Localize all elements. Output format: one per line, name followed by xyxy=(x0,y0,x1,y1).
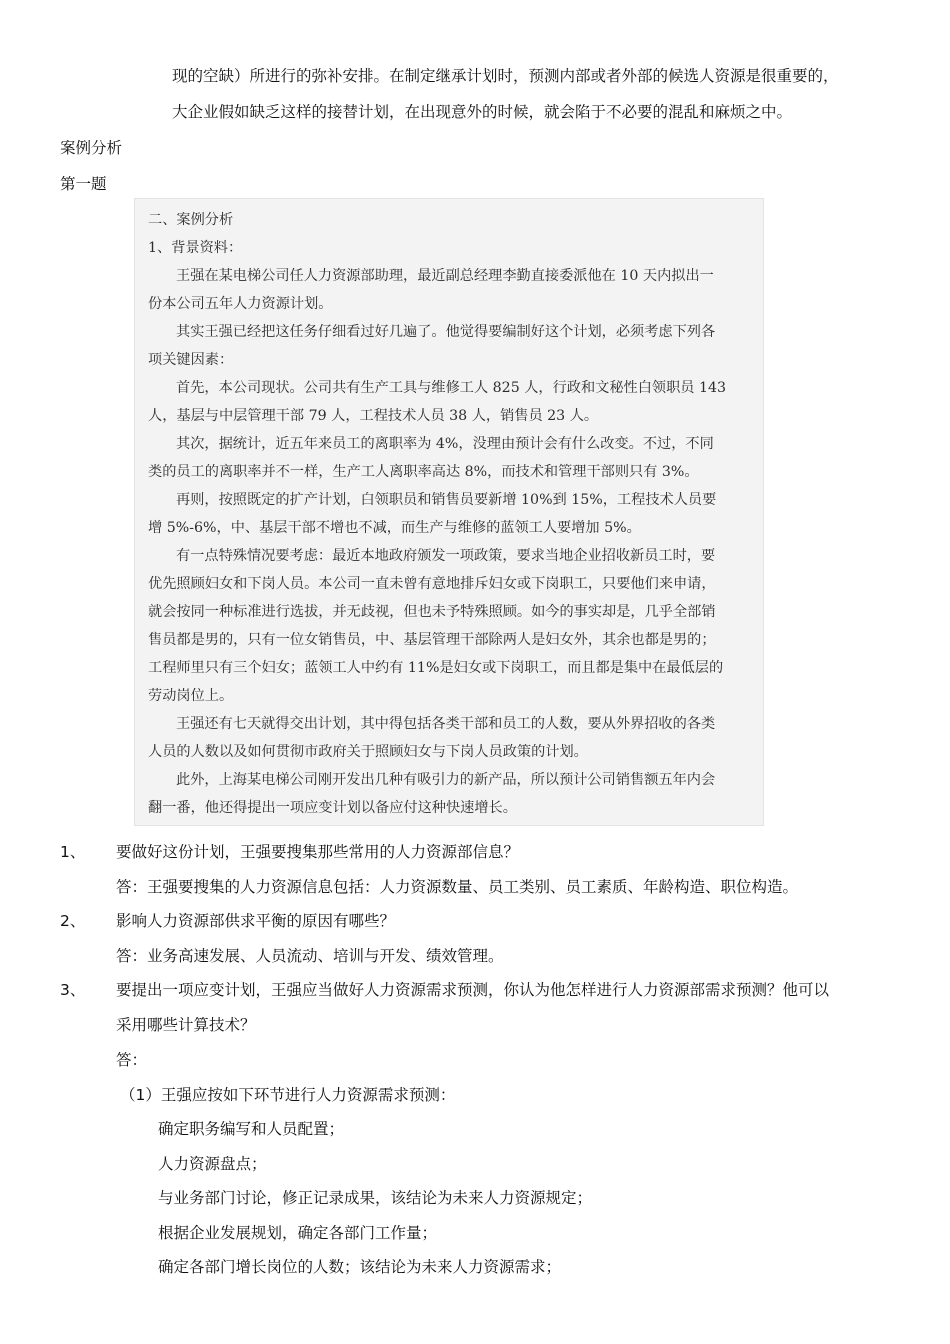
scan-line: 增 5%-6%，中、基层干部不增也不减，而生产与维修的蓝领工人要增加 5%。 xyxy=(148,520,641,536)
scan-line: 人，基层与中层管理干部 79 人，工程技术人员 38 人，销售员 23 人。 xyxy=(148,408,599,424)
scan-line: 其次，据统计，近五年来员工的离职率为 4%，没理由预计会有什么改变。不过，不同 xyxy=(176,436,714,452)
answer-step: 确定职务编写和人员配置； xyxy=(158,1120,345,1138)
answer-text: 答：业务高速发展、人员流动、培训与开发、绩效管理。 xyxy=(116,947,504,965)
answer-step: 与业务部门讨论，修正记录成果，该结论为未来人力资源规定； xyxy=(158,1189,593,1207)
scan-line: 人员的人数以及如何贯彻市政府关于照顾妇女与下岗人员政策的计划。 xyxy=(148,744,588,760)
scan-line: 份本公司五年人力资源计划。 xyxy=(148,296,333,312)
subsection-title: 第一题 xyxy=(60,175,107,193)
question-number: 2、 xyxy=(60,912,86,930)
scan-line: 就会按同一种标准进行选拔，并无歧视，但也未予特殊照顾。如今的事实却是，几乎全部销 xyxy=(148,604,716,620)
question-text: 影响人力资源部供求平衡的原因有哪些？ xyxy=(116,912,396,930)
scan-line: 项关键因素： xyxy=(148,352,234,368)
answer-label: 答： xyxy=(116,1051,148,1069)
scan-line: 有一点特殊情况要考虑：最近本地政府颁发一项政策，要求当地企业招收新员工时，要 xyxy=(176,548,716,564)
scan-line: 其实王强已经把这任务仔细看过好几遍了。他觉得要编制好这个计划，必须考虑下列各 xyxy=(176,324,716,340)
scan-line: 工程师里只有三个妇女；蓝领工人中约有 11%是妇女或下岗职工，而且都是集中在最低层的 xyxy=(148,660,724,676)
scan-line: 王强还有七天就得交出计划，其中得包括各类干部和员工的人数，要从外界招收的各类 xyxy=(176,716,716,732)
scan-line: 此外，上海某电梯公司刚开发出几种有吸引力的新产品，所以预计公司销售额五年内会 xyxy=(176,772,716,788)
question-text: 要做好这份计划，王强要搜集那些常用的人力资源部信息？ xyxy=(116,843,520,861)
scan-line: 王强在某电梯公司任人力资源部助理，最近副总经理李勤直接委派他在 10 天内拟出一 xyxy=(176,268,714,284)
answer-subheading: （1）王强应按如下环节进行人力资源需求预测： xyxy=(120,1086,456,1104)
answer-step: 根据企业发展规划，确定各部门工作量； xyxy=(158,1224,438,1242)
scan-line: 首先，本公司现状。公司共有生产工具与维修工人 825 人，行政和文秘性白领职员 143 xyxy=(176,380,727,396)
question-text: 要提出一项应变计划，王强应当做好人力资源需求预测，你认为他怎样进行人力资源部需求预测？他可以 xyxy=(116,981,830,999)
answer-step: 人力资源盘点； xyxy=(158,1155,267,1173)
scan-line: 二、案例分析 xyxy=(148,212,234,228)
question-text-continued: 采用哪些计算技术？ xyxy=(116,1016,256,1034)
scan-line: 优先照顾妇女和下岗人员。本公司一直未曾有意地排斥妇女或下岗职工，只要他们来申请， xyxy=(148,576,716,592)
section-title: 案例分析 xyxy=(60,139,123,157)
question-number: 3、 xyxy=(60,981,86,999)
scan-line: 类的员工的离职率并不一样，生产工人离职率高达 8%，而技术和管理干部则只有 3%。 xyxy=(148,464,699,480)
answer-step: 确定各部门增长岗位的人数；该结论为未来人力资源需求； xyxy=(158,1258,562,1276)
scan-line: 1、背景资料： xyxy=(148,240,243,256)
scan-line: 再则，按照既定的扩产计划，白领职员和销售员要新增 10%到 15%，工程技术人员要 xyxy=(176,492,717,508)
intro-line-2: 大企业假如缺乏这样的接替计划，在出现意外的时候，就会陷于不必要的混乱和麻烦之中。 xyxy=(172,103,793,121)
answer-text: 答：王强要搜集的人力资源信息包括：人力资源数量、员工类别、员工素质、年龄构造、职位构造。 xyxy=(116,878,799,896)
intro-line-1: 现的空缺）所进行的弥补安排。在制定继承计划时，预测内部或者外部的候选人资源是很重要的， xyxy=(172,67,839,85)
scan-line: 翻一番，他还得提出一项应变计划以备应付这种快速增长。 xyxy=(148,800,517,816)
scanned-case-image xyxy=(134,198,764,826)
scan-line: 售员都是男的，只有一位女销售员，中、基层管理干部除两人是妇女外，其余也都是男的； xyxy=(148,632,716,648)
question-number: 1、 xyxy=(60,843,86,861)
scan-line: 劳动岗位上。 xyxy=(148,688,234,704)
